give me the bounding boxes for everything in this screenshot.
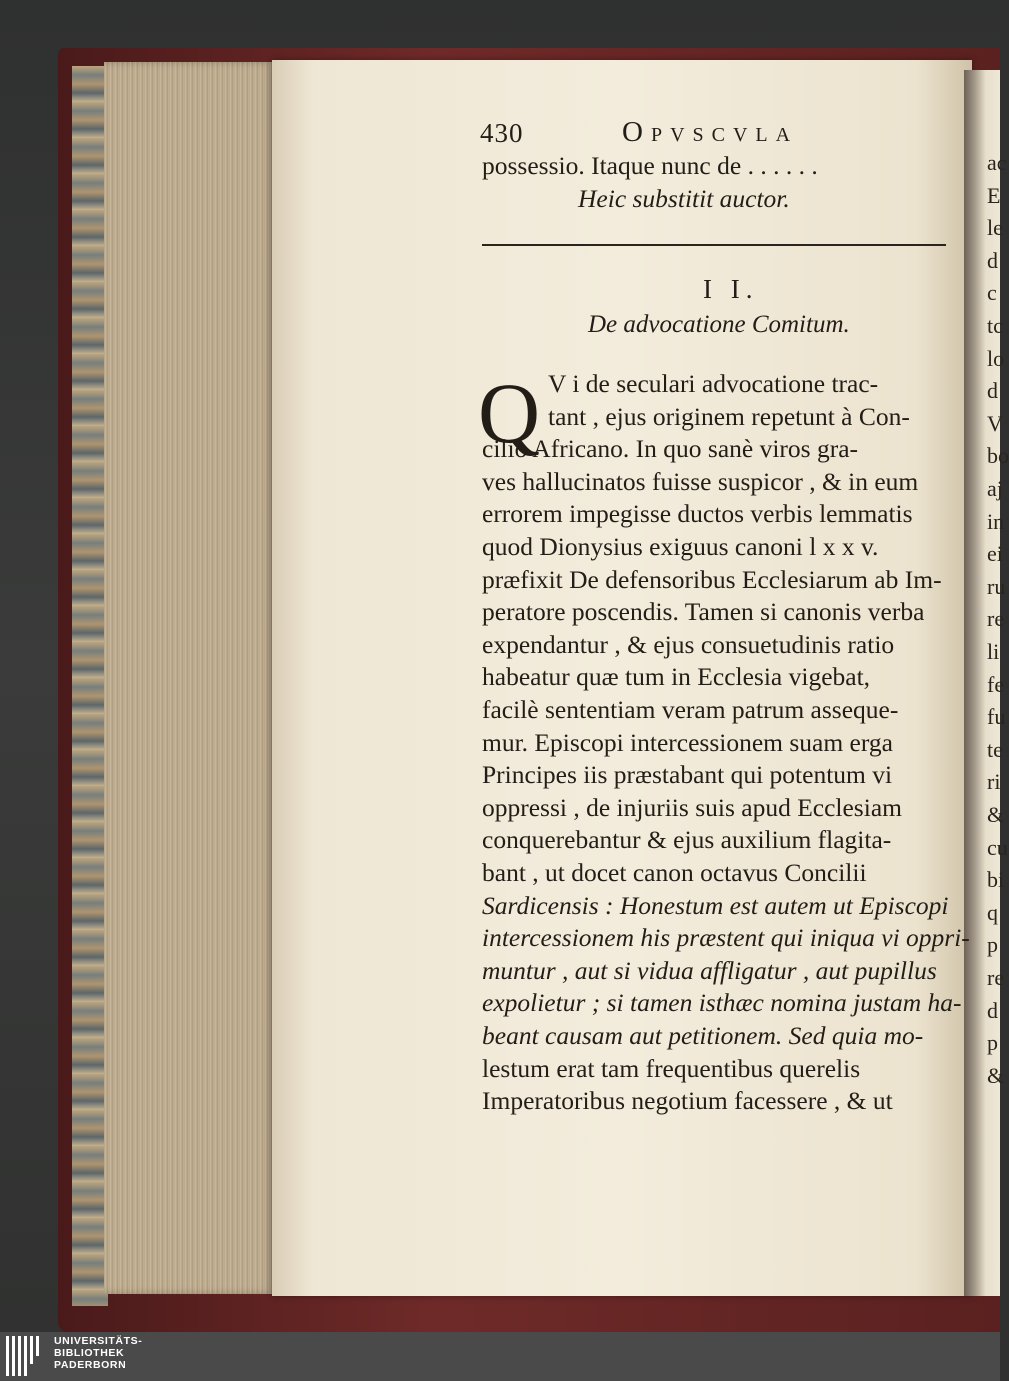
facing-page-letter: in — [987, 508, 1005, 534]
body-line: peratore poscendis. Tamen si canonis verba — [482, 597, 925, 627]
facing-page-letter: fe — [987, 671, 1005, 697]
facing-page-letter: p — [987, 1030, 998, 1056]
facing-page-letter: le — [987, 215, 1003, 241]
marbled-endpaper — [72, 66, 108, 1306]
body-line: mur. Episcopi intercessionem suam erga — [482, 727, 893, 757]
body-line: errorem impegisse ductos verbis lemmatis — [482, 499, 913, 529]
facing-page-letter: c — [987, 280, 997, 306]
body-line: Imperatoribus negotium facessere , & ut — [482, 1086, 893, 1116]
facing-page-letter: q — [987, 899, 998, 925]
body-line: facilè sententiam veram patrum assequе- — [482, 695, 899, 724]
body-line: conquerebantur & ejus auxilium flagita- — [482, 825, 892, 855]
facing-page-letter: d — [987, 247, 998, 273]
body-line: Sardicensis : Honestum est autem ut Episcopi — [482, 890, 949, 920]
running-title: Opvscvla — [622, 116, 799, 148]
facing-page-letter: li — [987, 639, 1000, 664]
facing-page-letter: E — [987, 182, 1001, 208]
facing-page-letter: tc — [987, 313, 1003, 338]
body-line: quod Dionysius exiguus canoni l x x v. — [482, 532, 879, 561]
footer-bar — [0, 1332, 1000, 1381]
library-line: BIBLIOTHEK — [54, 1347, 125, 1359]
facing-page-letter: ru — [987, 573, 1006, 599]
body-line: expendantur , & ejus consuetudinis ratio — [482, 629, 895, 659]
body-line: intercessionem his præstent qui iniqua vi oppri- — [482, 923, 970, 953]
body-line: V i de seculari advocatione trac- — [548, 369, 879, 398]
body-line: oppressi , de injuriis suis apud Ecclesiam — [482, 792, 902, 822]
running-head — [480, 118, 928, 152]
body-line: bant , ut docet canon octavus Concilii — [482, 858, 867, 887]
section-title: De advocatione Comitum. — [588, 311, 850, 338]
facing-page-letter: lo — [987, 345, 1005, 371]
facing-page-letter: p — [987, 932, 998, 958]
facing-page-letter: & — [987, 802, 1005, 827]
facing-page-letter: & — [987, 1062, 1005, 1088]
body-line: lestum erat tam frequentibus querelis — [482, 1053, 861, 1083]
facing-page-letter: bo — [987, 443, 1009, 469]
facing-page-letter: V — [987, 410, 1003, 436]
library-line: UNIVERSITÄTS- — [54, 1335, 143, 1347]
library-name — [54, 1335, 142, 1371]
body-line: beant causam aut petitionem. Sed quia mo- — [482, 1021, 924, 1050]
body-line: expolietur ; si tamen isthæc nomina justam ha- — [482, 988, 962, 1018]
facing-page-letter: cu — [987, 834, 1008, 860]
page-number: 430 — [480, 118, 524, 148]
page-stack-edge — [104, 62, 276, 1294]
facing-page-letter: fu — [987, 704, 1006, 730]
section-number: I I. — [703, 274, 759, 304]
facing-page-letter: ri — [987, 769, 1001, 795]
body-line: Principes iis præstabant qui potentum vi — [482, 760, 893, 790]
body-line: ves hallucinatos fuisse suspicor , & in eum — [482, 466, 919, 496]
body-line: tant , ejus originem repetunt à Con- — [548, 401, 910, 431]
facing-page-letter: re — [987, 965, 1005, 990]
facing-page-letter: re — [987, 606, 1005, 632]
facing-page-letter: d — [987, 378, 998, 404]
facing-page-letter: aj — [987, 476, 1003, 501]
body-line: muntur , aut si vidua affligatur , aut pupillus — [482, 955, 937, 985]
section-divider — [482, 244, 946, 246]
author-note: Heic substitit auctor. — [578, 184, 790, 213]
facing-page-fragment — [975, 62, 1009, 1294]
drop-cap: Q — [478, 365, 541, 461]
library-line: PADERBORN — [54, 1359, 127, 1371]
facing-page-letter: ac — [987, 150, 1007, 175]
body-line: præfixit De defensoribus Ecclesiarum ab Im- — [482, 564, 942, 594]
facing-page-letter: bi — [987, 867, 1005, 893]
library-logo-icon — [6, 1336, 46, 1376]
body-line: habeatur quæ tum in Ecclesia vigebat, — [482, 662, 871, 692]
facing-page-letter: te — [987, 736, 1003, 762]
facing-page-letter: ei — [987, 541, 1003, 567]
body-line: cilio Africano. In quo sanè viros gra- — [482, 434, 859, 464]
facing-page-letter: d — [987, 997, 998, 1023]
text-line: possessio. Itaque nunc de . . . . . . — [482, 151, 818, 180]
